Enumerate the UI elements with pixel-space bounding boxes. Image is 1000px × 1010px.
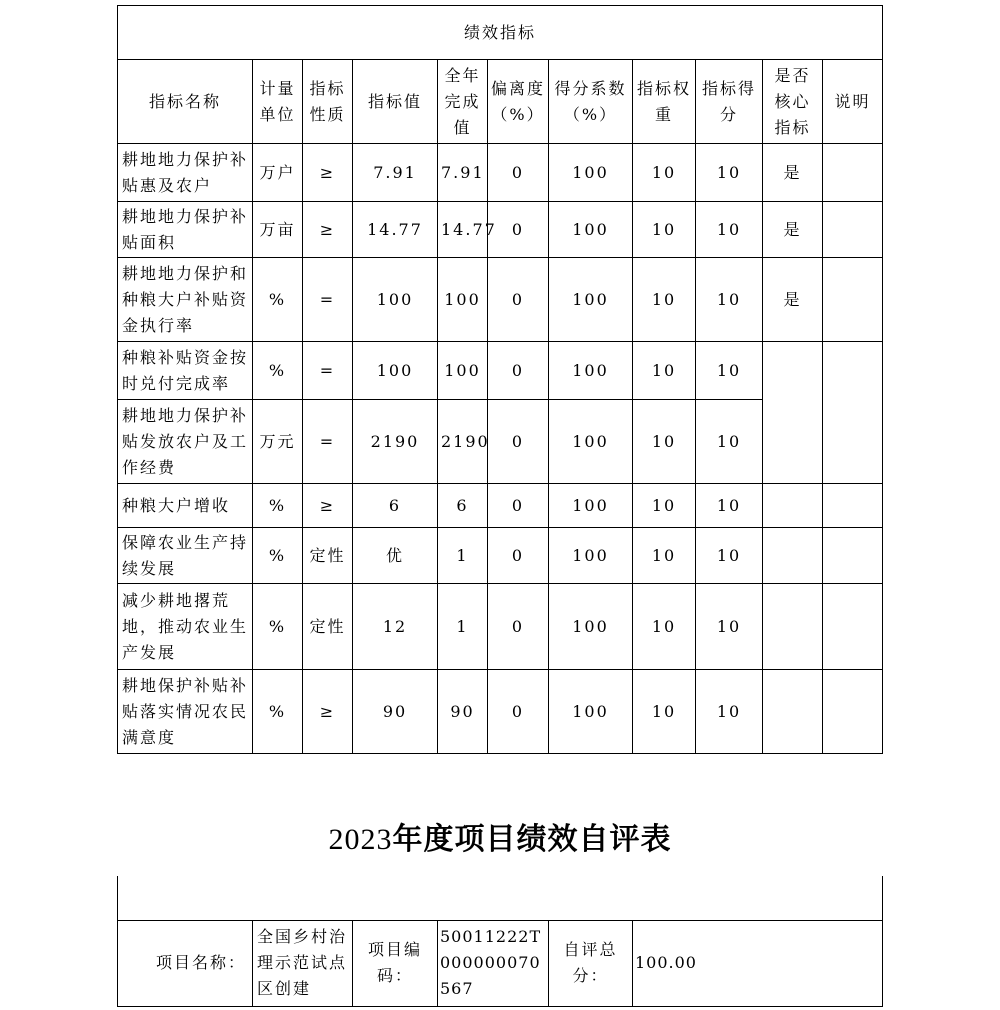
indicator-row bbox=[118, 484, 883, 528]
indicator-score: 10 bbox=[696, 258, 763, 342]
header-weight: 指标权重 bbox=[633, 60, 696, 144]
actual-value: 1 bbox=[438, 528, 488, 584]
performance-indicator-table bbox=[117, 5, 883, 754]
project-name-label: 项目名称： bbox=[118, 920, 253, 1006]
core-indicator bbox=[763, 584, 823, 670]
weight: 10 bbox=[633, 144, 696, 202]
project-code-label: 项目编码： bbox=[353, 920, 438, 1006]
header-target: 指标值 bbox=[353, 60, 438, 144]
nature: ≥ bbox=[303, 670, 353, 754]
target-value: 优 bbox=[353, 528, 438, 584]
unit: 万户 bbox=[253, 144, 303, 202]
score-coefficient: 100 bbox=[549, 528, 633, 584]
report-title bbox=[0, 818, 1000, 862]
header-core-indicator: 是否核心指标 bbox=[763, 60, 823, 144]
indicator-row bbox=[118, 584, 883, 670]
indicator-name: 耕地地力保护补贴发放农户及工作经费 bbox=[118, 400, 253, 484]
nature: = bbox=[303, 258, 353, 342]
deviation: 0 bbox=[488, 202, 549, 258]
project-code-value: 50011222T000000070567 bbox=[438, 920, 549, 1006]
header-note: 说明 bbox=[823, 60, 883, 144]
core-indicator: 是 bbox=[763, 202, 823, 258]
header-deviation: 偏离度（%） bbox=[488, 60, 549, 144]
report-title-year: 2023 bbox=[328, 823, 393, 856]
note bbox=[823, 144, 883, 202]
indicator-name: 耕地保护补贴补贴落实情况农民满意度 bbox=[118, 670, 253, 754]
core-indicator: 是 bbox=[763, 258, 823, 342]
indicator-row bbox=[118, 202, 883, 258]
score-coefficient: 100 bbox=[549, 670, 633, 754]
target-value: 7.91 bbox=[353, 144, 438, 202]
unit: 万亩 bbox=[253, 202, 303, 258]
indicator-name: 保障农业生产持续发展 bbox=[118, 528, 253, 584]
project-info-table bbox=[117, 876, 883, 1007]
note bbox=[823, 484, 883, 528]
deviation: 0 bbox=[488, 670, 549, 754]
nature: ≥ bbox=[303, 484, 353, 528]
score-coefficient: 100 bbox=[549, 584, 633, 670]
target-value: 90 bbox=[353, 670, 438, 754]
header-indicator-name: 指标名称 bbox=[118, 60, 253, 144]
score-coefficient: 100 bbox=[549, 484, 633, 528]
core-indicator bbox=[763, 484, 823, 528]
indicator-name: 耕地地力保护补贴惠及农户 bbox=[118, 144, 253, 202]
unit: % bbox=[253, 342, 303, 400]
indicator-score: 10 bbox=[696, 144, 763, 202]
nature: 定性 bbox=[303, 528, 353, 584]
score-coefficient: 100 bbox=[549, 144, 633, 202]
actual-value: 100 bbox=[438, 258, 488, 342]
core-indicator bbox=[763, 670, 823, 754]
indicator-score: 10 bbox=[696, 400, 763, 484]
weight: 10 bbox=[633, 584, 696, 670]
actual-value: 90 bbox=[438, 670, 488, 754]
indicator-name: 减少耕地撂荒地，推动农业生产发展 bbox=[118, 584, 253, 670]
deviation: 0 bbox=[488, 144, 549, 202]
indicator-row bbox=[118, 258, 883, 342]
weight: 10 bbox=[633, 258, 696, 342]
indicator-name: 耕地地力保护补贴面积 bbox=[118, 202, 253, 258]
weight: 10 bbox=[633, 528, 696, 584]
score-coefficient: 100 bbox=[549, 342, 633, 400]
target-value: 14.77 bbox=[353, 202, 438, 258]
project-name-value: 全国乡村治理示范试点区创建 bbox=[253, 920, 353, 1006]
indicator-score: 10 bbox=[696, 342, 763, 400]
nature: ≥ bbox=[303, 144, 353, 202]
deviation: 0 bbox=[488, 528, 549, 584]
weight: 10 bbox=[633, 400, 696, 484]
header-unit: 计量单位 bbox=[253, 60, 303, 144]
core-indicator: 是 bbox=[763, 144, 823, 202]
indicator-score: 10 bbox=[696, 528, 763, 584]
target-value: 2190 bbox=[353, 400, 438, 484]
indicator-name: 种粮大户增收 bbox=[118, 484, 253, 528]
deviation: 0 bbox=[488, 484, 549, 528]
core-indicator bbox=[763, 342, 823, 400]
self-score-value: 100.00 bbox=[633, 920, 883, 1006]
actual-value: 2190 bbox=[438, 400, 488, 484]
indicator-name: 耕地地力保护和种粮大户补贴资金执行率 bbox=[118, 258, 253, 342]
header-actual: 全年完成值 bbox=[438, 60, 488, 144]
weight: 10 bbox=[633, 670, 696, 754]
unit: % bbox=[253, 670, 303, 754]
note bbox=[823, 342, 883, 400]
unit: % bbox=[253, 584, 303, 670]
deviation: 0 bbox=[488, 400, 549, 484]
report-title-text: 年度项目绩效自评表 bbox=[392, 822, 672, 857]
actual-value: 7.91 bbox=[438, 144, 488, 202]
core-indicator bbox=[763, 528, 823, 584]
indicator-row bbox=[118, 400, 883, 484]
weight: 10 bbox=[633, 202, 696, 258]
nature: = bbox=[303, 400, 353, 484]
note bbox=[823, 400, 883, 484]
nature: ≥ bbox=[303, 202, 353, 258]
self-score-label: 自评总分： bbox=[549, 920, 633, 1006]
nature: 定性 bbox=[303, 584, 353, 670]
indicator-row bbox=[118, 342, 883, 400]
indicator-score: 10 bbox=[696, 202, 763, 258]
header-nature: 指标性质 bbox=[303, 60, 353, 144]
indicator-row bbox=[118, 144, 883, 202]
weight: 10 bbox=[633, 484, 696, 528]
deviation: 0 bbox=[488, 342, 549, 400]
header-score: 指标得分 bbox=[696, 60, 763, 144]
target-value: 6 bbox=[353, 484, 438, 528]
score-coefficient: 100 bbox=[549, 202, 633, 258]
actual-value: 1 bbox=[438, 584, 488, 670]
indicator-row bbox=[118, 528, 883, 584]
indicator-score: 10 bbox=[696, 584, 763, 670]
core-indicator bbox=[763, 400, 823, 484]
weight: 10 bbox=[633, 342, 696, 400]
unit: % bbox=[253, 528, 303, 584]
header-score-coefficient: 得分系数（%） bbox=[549, 60, 633, 144]
indicator-name: 种粮补贴资金按时兑付完成率 bbox=[118, 342, 253, 400]
indicator-score: 10 bbox=[696, 484, 763, 528]
unit: % bbox=[253, 258, 303, 342]
score-coefficient: 100 bbox=[549, 258, 633, 342]
unit: % bbox=[253, 484, 303, 528]
section-title: 绩效指标 bbox=[118, 6, 883, 60]
deviation: 0 bbox=[488, 584, 549, 670]
indicator-row bbox=[118, 670, 883, 754]
actual-value: 100 bbox=[438, 342, 488, 400]
note bbox=[823, 670, 883, 754]
note bbox=[823, 202, 883, 258]
note bbox=[823, 584, 883, 670]
score-coefficient: 100 bbox=[549, 400, 633, 484]
actual-value: 6 bbox=[438, 484, 488, 528]
note bbox=[823, 528, 883, 584]
target-value: 100 bbox=[353, 342, 438, 400]
target-value: 12 bbox=[353, 584, 438, 670]
deviation: 0 bbox=[488, 258, 549, 342]
indicator-score: 10 bbox=[696, 670, 763, 754]
note bbox=[823, 258, 883, 342]
info-table-top-cell bbox=[118, 876, 883, 920]
actual-value: 14.77 bbox=[438, 202, 488, 258]
target-value: 100 bbox=[353, 258, 438, 342]
nature: = bbox=[303, 342, 353, 400]
unit: 万元 bbox=[253, 400, 303, 484]
